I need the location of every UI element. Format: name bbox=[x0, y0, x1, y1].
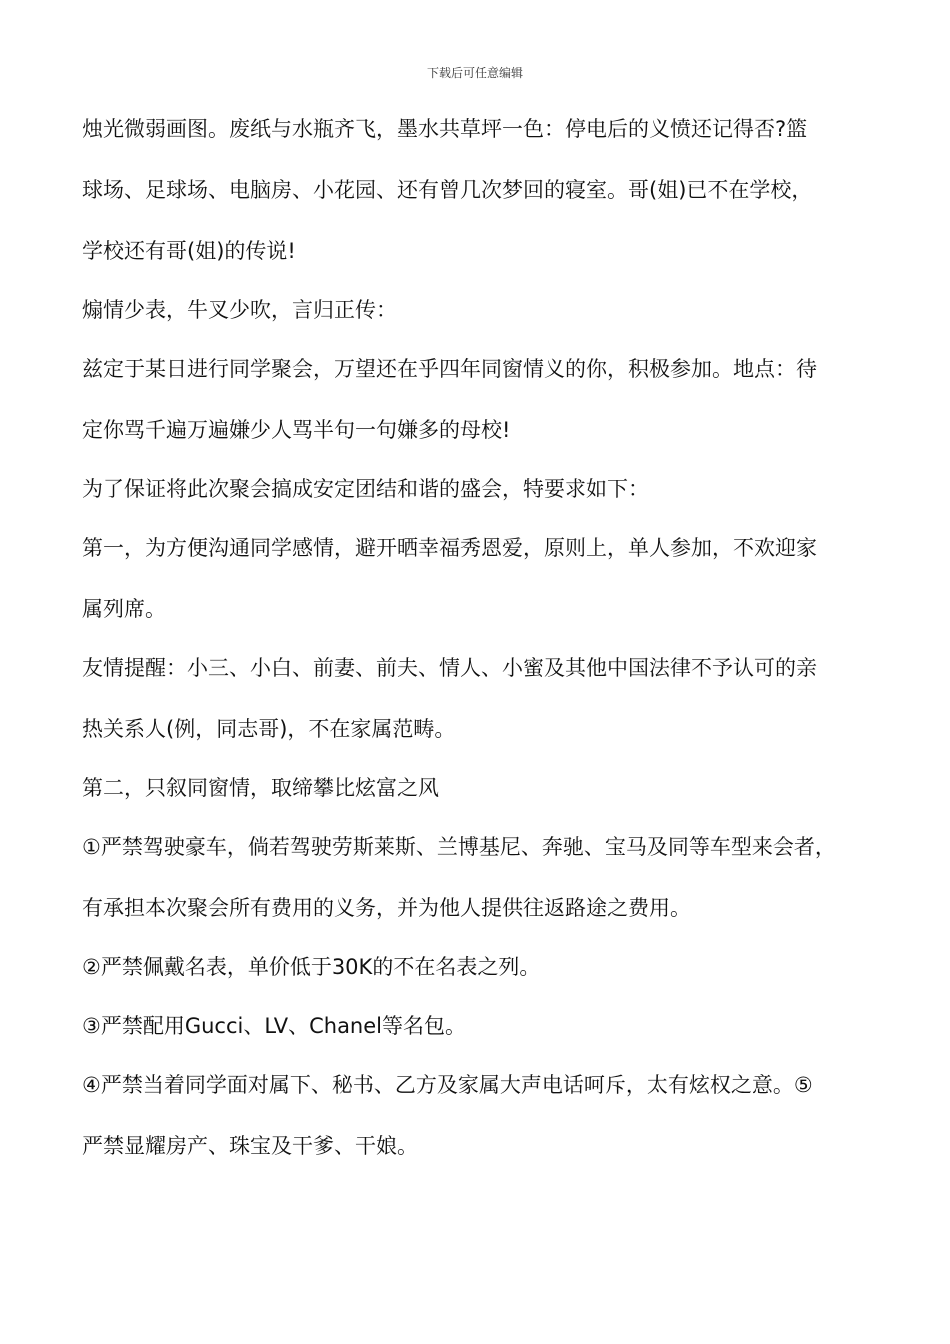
text-line: 属列席。 bbox=[82, 597, 166, 621]
paragraph bbox=[82, 295, 882, 325]
text-line: 烛光微弱画图。废纸与水瓶齐飞，墨水共草坪一色：停电后的义愤还记得否?篮 bbox=[82, 117, 808, 141]
paragraph bbox=[82, 354, 882, 445]
text-line: 学校还有哥(姐)的传说! bbox=[82, 239, 296, 263]
page-header: 下载后可任意编辑 bbox=[426, 66, 523, 80]
text-line: 友情提醒：小三、小白、前妻、前夫、情人、小蜜及其他中国法律不予认可的亲 bbox=[82, 656, 817, 680]
paragraph bbox=[82, 533, 882, 624]
text-line: 第二，只叙同窗情，取缔攀比炫富之风 bbox=[82, 776, 439, 800]
paragraph bbox=[82, 832, 882, 923]
document-body bbox=[82, 114, 882, 1161]
text-line: 定你骂千遍万遍嫌少人骂半句一句嫌多的母校! bbox=[82, 418, 511, 442]
text-line: 第一，为方便沟通同学感情，避开晒幸福秀恩爱，原则上，单人参加，不欢迎家 bbox=[82, 536, 817, 560]
paragraph bbox=[82, 1011, 882, 1041]
paragraph bbox=[82, 773, 882, 803]
text-line: 严禁显耀房产、珠宝及干爹、干娘。 bbox=[82, 1134, 418, 1158]
text-line: ②严禁佩戴名表，单价低于30K的不在名表之列。 bbox=[82, 955, 541, 979]
text-line: ③严禁配用Gucci、LV、Chanel等名包。 bbox=[82, 1014, 466, 1038]
paragraph bbox=[82, 952, 882, 982]
text-line: 煽情少表，牛叉少吹，言归正传： bbox=[82, 298, 397, 322]
paragraph bbox=[82, 1070, 882, 1161]
text-line: ④严禁当着同学面对属下、秘书、乙方及家属大声电话呵斥，太有炫权之意。⑤ bbox=[82, 1073, 813, 1097]
paragraph bbox=[82, 474, 882, 504]
paragraph bbox=[82, 653, 882, 744]
text-line: 为了保证将此次聚会搞成安定团结和谐的盛会，特要求如下： bbox=[82, 477, 649, 501]
text-line: 有承担本次聚会所有费用的义务，并为他人提供往返路途之费用。 bbox=[82, 896, 691, 920]
text-line: ①严禁驾驶豪车，倘若驾驶劳斯莱斯、兰博基尼、奔驰、宝马及同等车型来会者， bbox=[82, 835, 836, 859]
text-line: 球场、足球场、电脑房、小花园、还有曾几次梦回的寝室。哥(姐)已不在学校， bbox=[82, 178, 813, 202]
text-line: 兹定于某日进行同学聚会，万望还在乎四年同窗情义的你，积极参加。地点：待 bbox=[82, 357, 817, 381]
text-line: 热关系人(例，同志哥)，不在家属范畴。 bbox=[82, 717, 456, 741]
paragraph bbox=[82, 114, 882, 266]
